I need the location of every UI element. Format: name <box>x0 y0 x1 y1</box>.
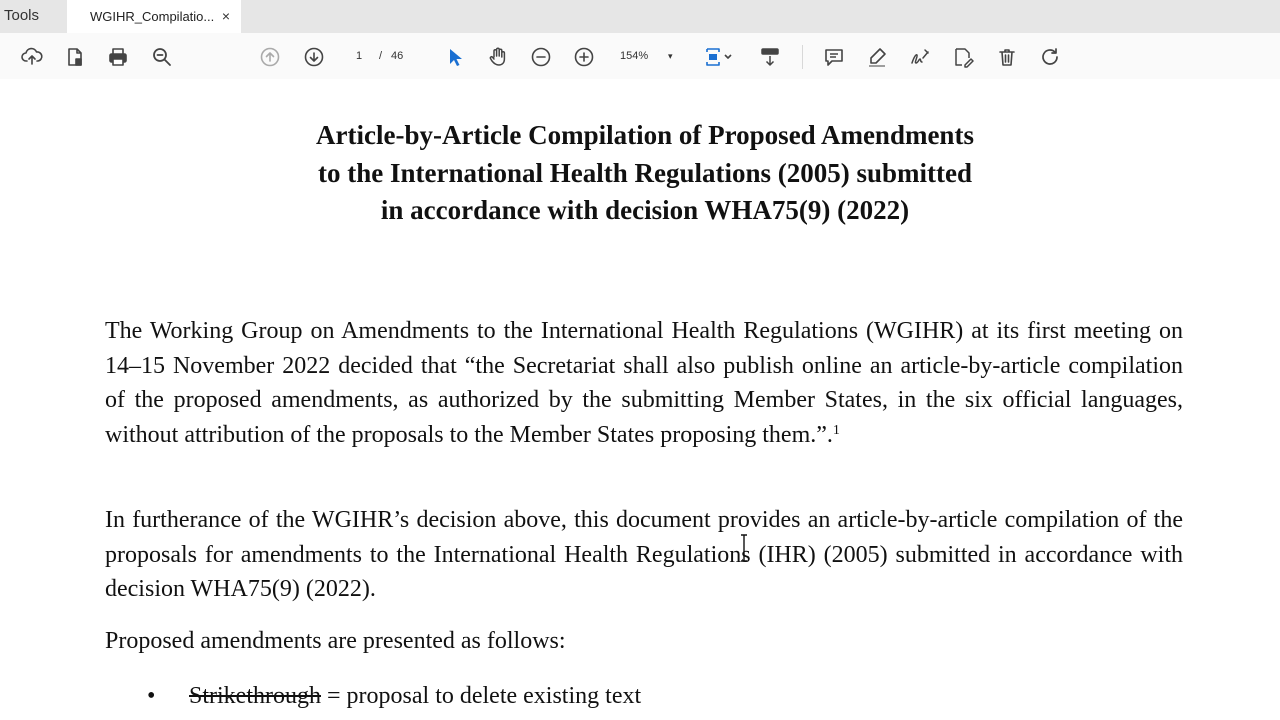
list-item <box>147 679 641 714</box>
text-cursor-icon <box>739 534 749 562</box>
zoom-level[interactable]: 154% <box>620 50 649 62</box>
page-total: 46 <box>391 50 404 62</box>
cloud-upload-icon[interactable] <box>19 44 45 70</box>
paragraph-text: The Working Group on Amendments to the International Health Regulations (WGIHR) at its first meeting on 14–15 November 2022 decided that “the Secretariat shall also publish online an article-by-article compilation of the proposed amendments, as authorized by the submitting Member States, in the six official languages, without attribution of the proposals to the Member States proposing them.”. <box>105 318 1183 448</box>
tools-tab[interactable]: Tools <box>4 7 40 24</box>
toolbar <box>0 33 1280 79</box>
bullet-icon: • <box>147 683 156 709</box>
list-item-text: = proposal to delete existing text <box>321 683 642 709</box>
tab-bar <box>0 0 1280 33</box>
rotate-icon[interactable] <box>1037 44 1063 70</box>
print-icon[interactable] <box>105 44 131 70</box>
zoom-in-icon[interactable] <box>571 44 597 70</box>
document-tab-label: WGIHR_Compilatio... <box>90 9 215 24</box>
sign-icon[interactable] <box>907 44 933 70</box>
find-icon[interactable] <box>149 44 175 70</box>
previous-page-icon[interactable] <box>257 44 283 70</box>
title-line: in accordance with decision WHA75(9) (2022) <box>380 195 910 225</box>
document-tab[interactable] <box>67 0 241 33</box>
zoom-out-icon[interactable] <box>528 44 554 70</box>
paragraph: Proposed amendments are presented as follows: <box>105 628 566 654</box>
hand-tool-icon[interactable] <box>485 44 511 70</box>
highlight-icon[interactable] <box>864 44 890 70</box>
scroll-mode-icon[interactable] <box>757 44 783 70</box>
close-tab-icon[interactable]: × <box>221 8 231 24</box>
edit-icon[interactable] <box>950 44 976 70</box>
strikethrough-example: Strikethrough <box>189 683 321 709</box>
footnote-reference[interactable]: 1 <box>832 422 840 438</box>
toolbar-divider <box>802 45 803 69</box>
title-line: to the International Health Regulations (2005) submitted <box>318 157 972 188</box>
zoom-dropdown-icon[interactable]: ▾ <box>668 51 673 61</box>
select-cursor-icon[interactable] <box>442 44 468 70</box>
paragraph: In furtherance of the WGIHR’s decision above, this document provides an article-by-article compilation of the proposals for amendments to the International Health Regulations (IHR) (2005) submitted in accordance with decision WHA75(9) (2022). <box>105 507 1183 602</box>
pdf-page <box>0 79 1280 720</box>
page-fit-icon[interactable] <box>701 44 737 70</box>
paragraph <box>105 314 1183 452</box>
next-page-icon[interactable] <box>301 44 327 70</box>
create-pdf-icon[interactable] <box>62 44 88 70</box>
page-separator: / <box>379 50 383 62</box>
document-title <box>0 117 1280 230</box>
delete-icon[interactable] <box>994 44 1020 70</box>
page-number-input[interactable] <box>352 46 366 66</box>
comment-icon[interactable] <box>821 44 847 70</box>
title-line: Article-by-Article Compilation of Proposed Amendments <box>316 120 974 150</box>
